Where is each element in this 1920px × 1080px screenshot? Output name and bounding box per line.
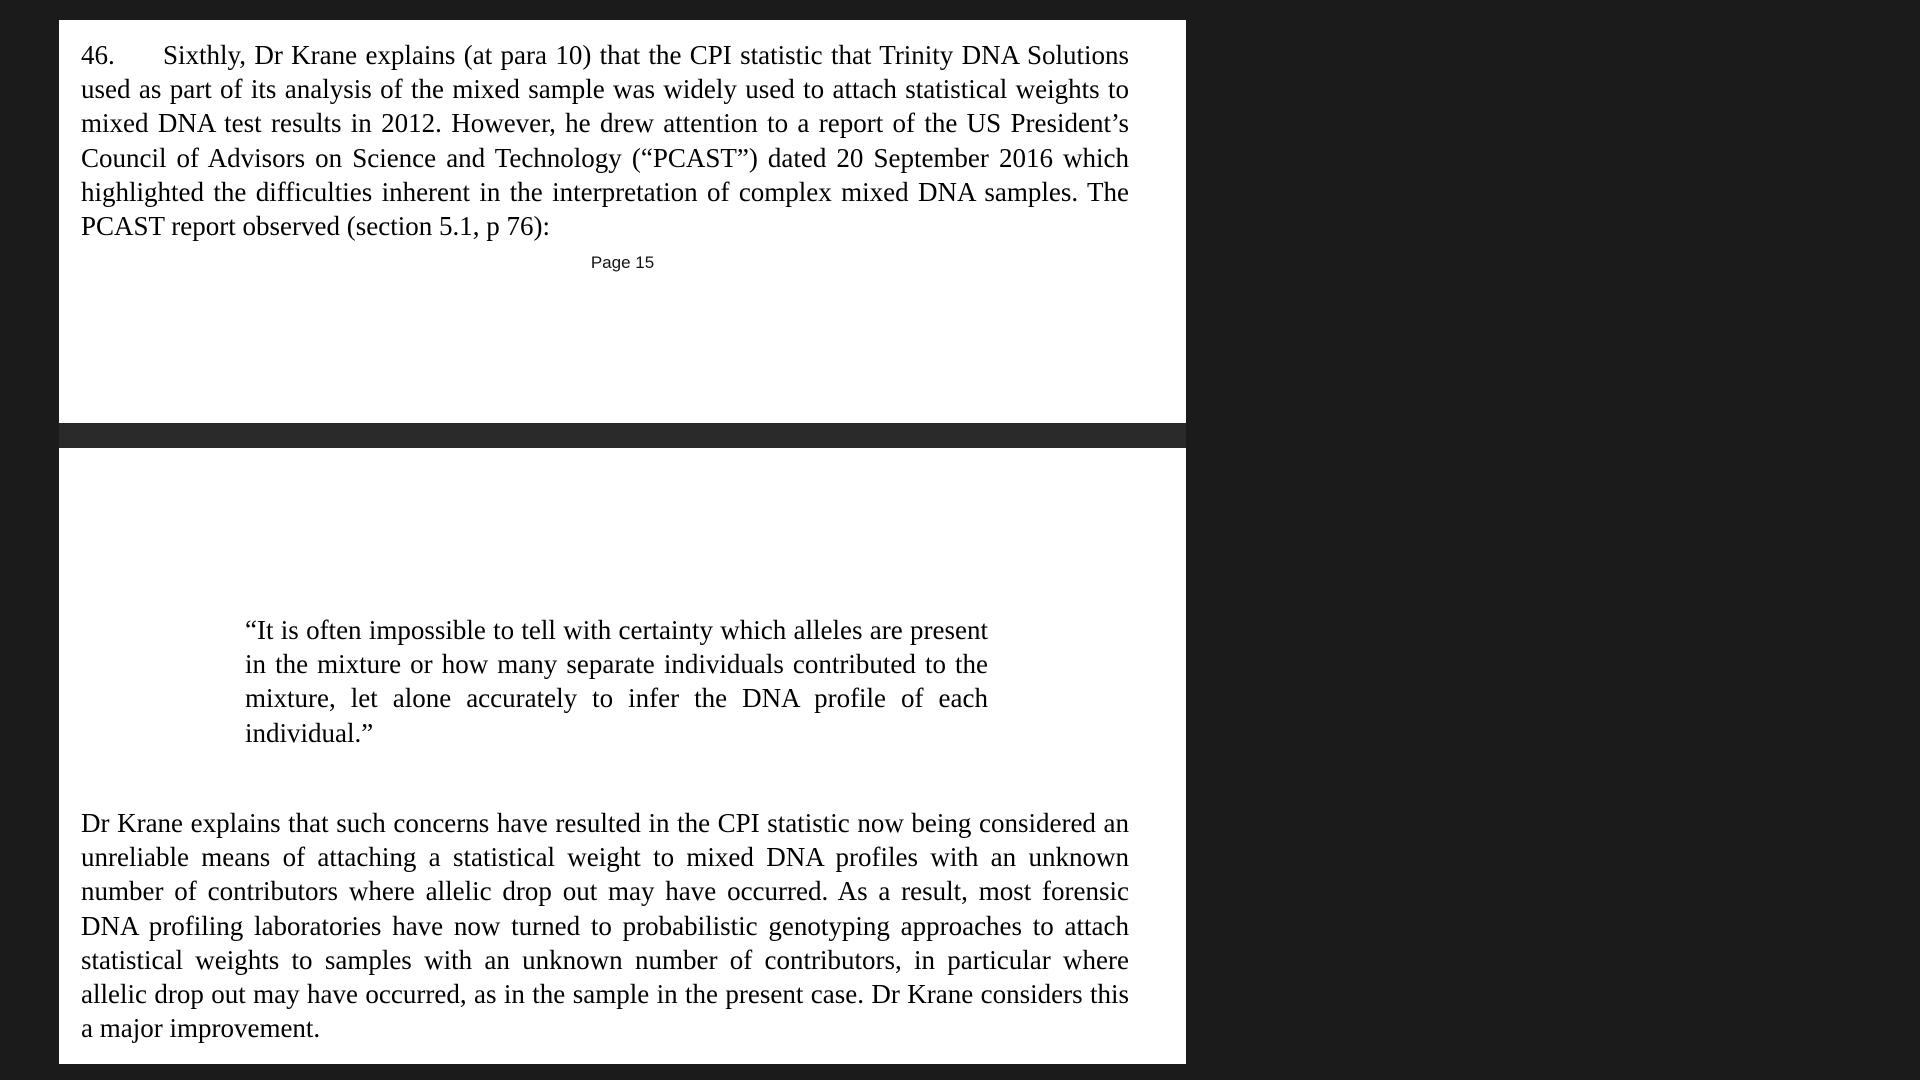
document-page-15 [59,20,1186,423]
page-footer: Page 15 [590,253,655,272]
page-separator [59,423,1186,448]
paragraph-krane-conclusion: Dr Krane explains that such concerns have resulted in the CPI statistic now being considered an unreliable means of attaching a statistical weight to mixed DNA profiles with an unknown number of contributors where allelic drop out may have occurred. As a result, most forensic DNA profiling laboratories have now turned to probabilistic genotyping approaches to attach statistical weights to samples with an unknown number of contributors, in particular where allelic drop out may have occurred, as in the sample in the present case. Dr Krane considers this a major improvement. [81,808,1129,1044]
paragraph-number: 46. [81,40,115,70]
document-page-16 [59,448,1186,1064]
block-quote: “It is often impossible to tell with certainty which alleles are present in the mixture or how many separate individuals contributed to the mixture, let alone accurately to infer the DNA profile of each individual.” [245,615,988,748]
paragraph-46-text: Sixthly, Dr Krane explains (at para 10) that the CPI statistic that Trinity DNA Solutions used as part of its analysis of the mixed sample was widely used to attach statistical weights to mixed DNA test results in 2012. However, he drew attention to a report of the US President’s Council of Advisors on Science and Technology (“PCAST”) dated 20 September 2016 which highlighted the difficulties inherent in the interpretation of complex mixed DNA samples. The PCAST report observed (section 5.1, p 76): [81,40,1129,242]
paragraph-46 [81,38,1129,243]
